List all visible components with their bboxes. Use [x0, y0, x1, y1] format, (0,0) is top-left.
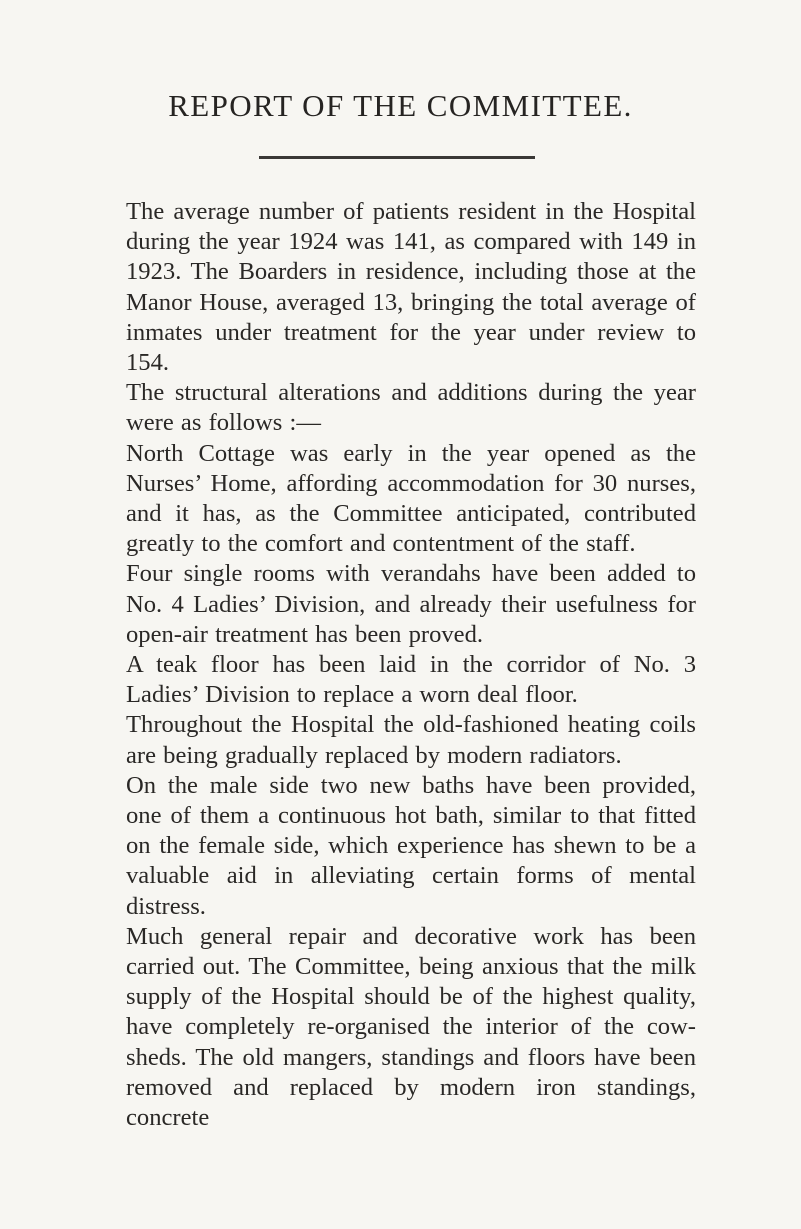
paragraph-repairs-cowsheds: Much general repair and decorative work has been carried out. The Committee, being anxious that the milk supply of the Hospital should be of the highest quality, have completely re-organised the interior of the cow-sheds. The old mangers, standings and floors have been removed and replaced by modern iron standings, concrete: [126, 922, 696, 1132]
paragraph-heating-coils: Throughout the Hospital the old-fashioned heating coils are being gradually replaced by modern radiators.: [126, 711, 696, 769]
paragraph-patients-average: The average number of patients resident in the Hospital during the year 1924 was 141, as compared with 149 in 1923. The Boarders in residence, including those at the Manor House, averaged 13, bringing the total average of inmates under treatment for the year under review to 154.: [126, 198, 696, 377]
paragraph-teak-floor: A teak floor has been laid in the corridor of No. 3 Ladies’ Division to replace a worn deal floor.: [126, 651, 696, 709]
report-body: [126, 197, 696, 1133]
paragraph-structural-intro: The structural alterations and additions during the year were as follows :—: [126, 379, 696, 437]
page-title: REPORT OF THE COMMITTEE.: [168, 88, 633, 123]
paragraph-north-cottage: North Cottage was early in the year opened as the Nurses’ Home, affording accommodation for 30 nurses, and it has, as the Committee anticipated, contributed greatly to the comfort and contentment of the staff.: [126, 439, 696, 558]
paragraph-single-rooms: Four single rooms with verandahs have been added to No. 4 Ladies’ Division, and already their usefulness for open-air treatment has been proved.: [126, 560, 696, 648]
paragraph-baths: On the male side two new baths have been provided, one of them a continuous hot bath, similar to that fitted on the female side, which experience has shewn to be a valuable aid in alleviating certain forms of mental distress.: [126, 771, 696, 920]
title-divider: [259, 156, 535, 159]
